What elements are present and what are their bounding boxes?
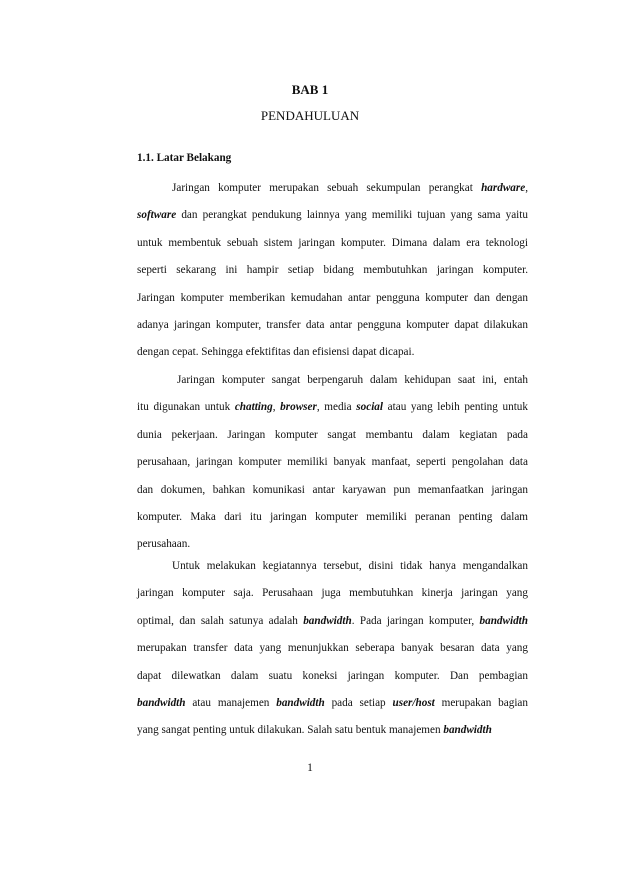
- paragraph-1: [137, 175, 528, 367]
- paragraph: [137, 553, 528, 745]
- paragraph: [137, 367, 528, 559]
- italic-term: bandwidth: [276, 697, 325, 710]
- text-line: software dan perangkat pendukung lainnya yang memiliki tujuan yang sama yaitu: [137, 209, 528, 222]
- text-line: untuk membentuk sebuah sistem jaringan komputer. Dimana dalam era teknologi: [137, 236, 528, 249]
- italic-term: bandwidth: [443, 724, 492, 737]
- paragraph-3: [137, 553, 528, 745]
- text-line: Jaringan komputer merupakan sebuah sekumpulan perangkat hardware,: [172, 182, 528, 194]
- text-line: bandwidth atau manajemen bandwidth pada setiap user/host merupakan bagian: [137, 697, 528, 710]
- section-heading: 1.1. Latar Belakang: [137, 152, 232, 164]
- italic-term: chatting: [234, 401, 273, 414]
- italic-term: hardware: [481, 182, 526, 194]
- italic-term: software: [137, 209, 177, 222]
- text-line: itu digunakan untuk chatting, browser, media social atau yang lebih penting untuk: [137, 401, 528, 414]
- chapter-title: PENDAHULUAN: [260, 108, 360, 123]
- italic-term: bandwidth: [303, 614, 352, 627]
- text-line: dengan cepat. Sehingga efektifitas dan efisiensi dapat dicapai.: [137, 346, 415, 359]
- paragraph: [137, 175, 528, 367]
- text-line: dapat dilewatkan dalam suatu koneksi jaringan komputer. Dan pembagian: [137, 669, 528, 682]
- text-line: perusahaan, jaringan komputer memiliki banyak manfaat, seperti pengolahan data: [137, 456, 528, 469]
- paragraph-2: [137, 367, 528, 559]
- chapter-number: BAB 1: [291, 82, 329, 97]
- text-line: perusahaan.: [137, 538, 191, 551]
- text-line: seperti sekarang ini hampir setiap bidang membutuhkan jaringan komputer.: [137, 264, 528, 277]
- text-line: jaringan komputer saja. Perusahaan juga membutuhkan kinerja jaringan yang: [137, 587, 528, 600]
- text-line: Untuk melakukan kegiatannya tersebut, disini tidak hanya mengandalkan: [172, 560, 528, 572]
- text-line: Jaringan komputer sangat berpengaruh dalam kehidupan saat ini, entah: [177, 374, 528, 386]
- italic-term: social: [356, 401, 384, 414]
- text-line: Jaringan komputer memberikan kemudahan antar pengguna komputer dan dengan: [137, 291, 528, 304]
- text-line: adanya jaringan komputer, transfer data antar pengguna komputer dapat dilakukan: [137, 319, 528, 332]
- text-line: komputer. Maka dari itu jaringan komputer memiliki peranan penting dalam: [137, 511, 528, 524]
- text-line: dunia pekerjaan. Jaringan komputer sangat membantu dalam kegiatan pada: [137, 428, 528, 441]
- page-number: 1: [307, 762, 313, 774]
- italic-term: browser: [280, 401, 317, 414]
- italic-term: user/host: [392, 697, 435, 710]
- text-line: merupakan transfer data yang menunjukkan seberapa banyak besaran data yang: [137, 642, 528, 655]
- text-line: dan dokumen, bahkan komunikasi antar karyawan pun memanfaatkan jaringan: [137, 483, 528, 496]
- italic-term: bandwidth: [479, 614, 528, 627]
- italic-term: bandwidth: [137, 697, 186, 710]
- text-line: optimal, dan salah satunya adalah bandwidth. Pada jaringan komputer, bandwidth: [137, 614, 528, 627]
- text-line: yang sangat penting untuk dilakukan. Salah satu bentuk manajemen bandwidth: [137, 724, 492, 737]
